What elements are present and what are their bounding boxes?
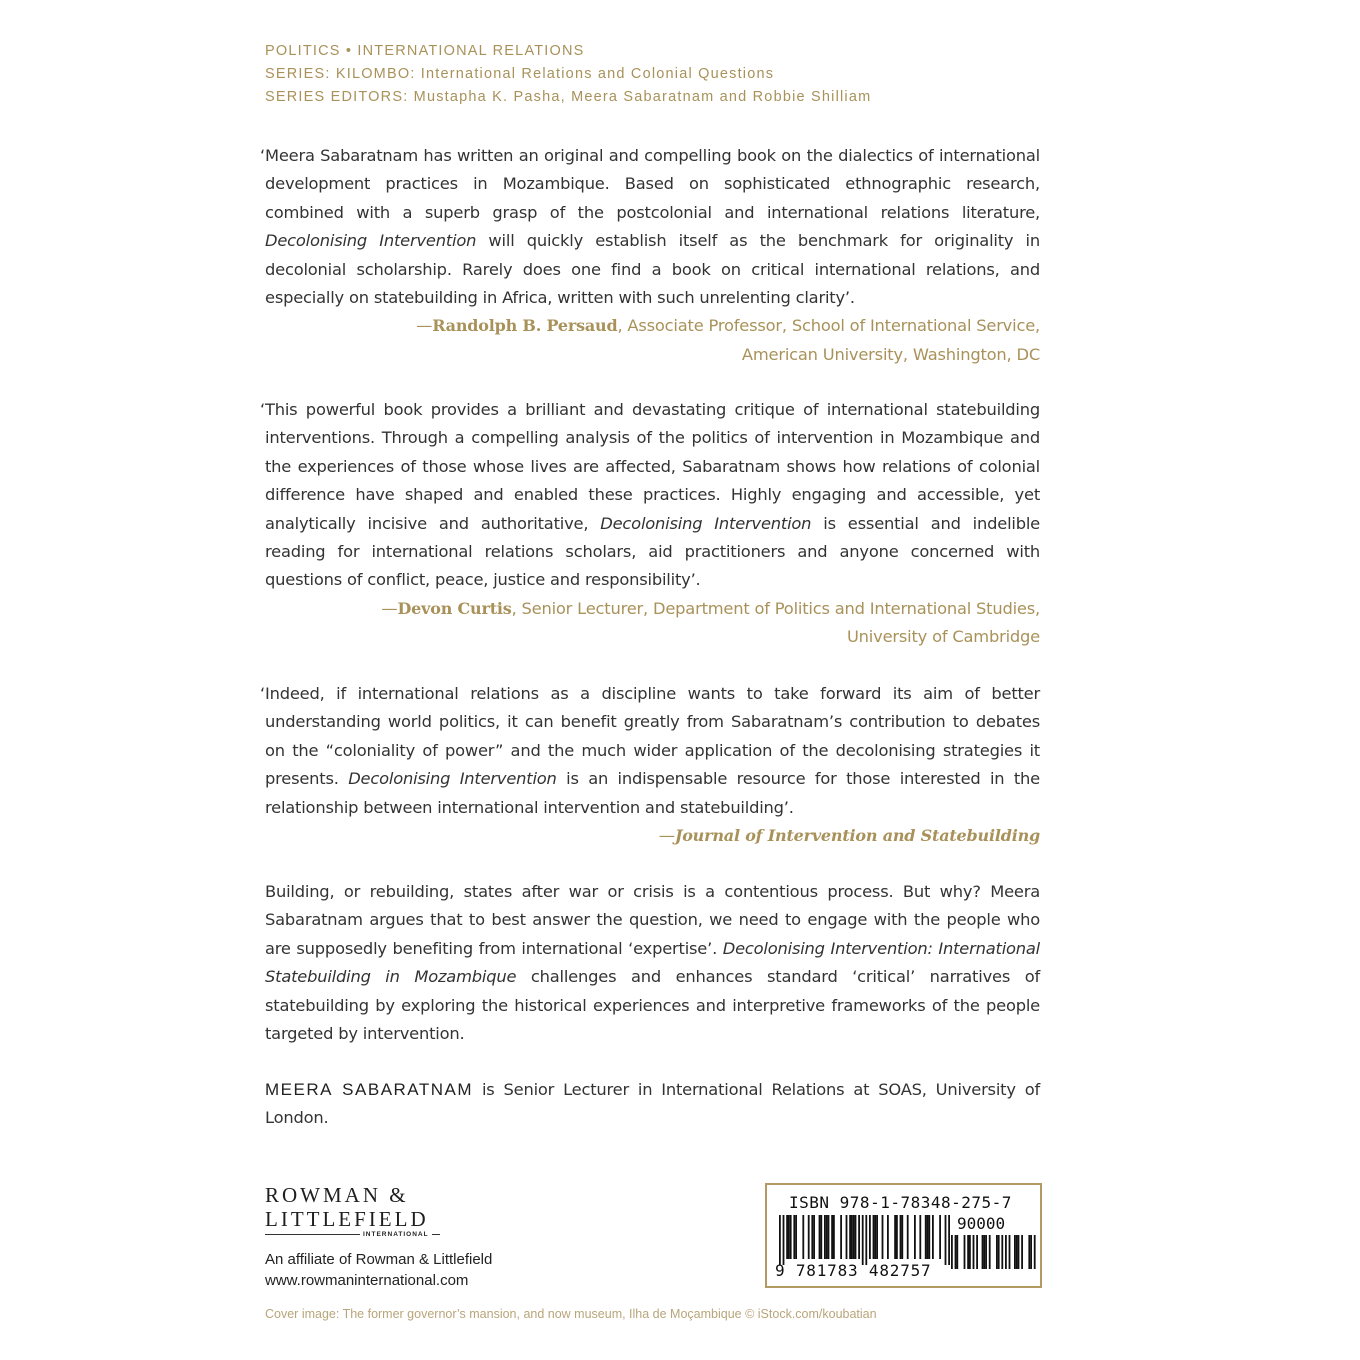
review-text: ‘Indeed, if international relations as a discipline wants to take forward its aim of better understanding world politics, it can benefit greatly from Sabaratnam’s contribution to debates on the “coloniality of power” and the much wider application of the decolonising strategies it presents. bbox=[260, 684, 1040, 789]
addon-bar bbox=[1030, 1235, 1032, 1269]
reviewer-affiliation: American University, Washington, DC bbox=[741, 344, 1040, 364]
barcode-bar bbox=[811, 1215, 813, 1259]
barcode-bar bbox=[831, 1215, 833, 1259]
ean13-bars bbox=[779, 1215, 950, 1265]
reviewer-affiliation: University of Cambridge bbox=[846, 627, 1040, 647]
barcode-bar bbox=[858, 1215, 860, 1259]
barcode-bar bbox=[786, 1215, 788, 1259]
publisher-website: www.rowmaninternational.com bbox=[265, 1272, 469, 1289]
barcode-bar bbox=[840, 1215, 842, 1259]
barcode-bar bbox=[882, 1215, 884, 1259]
barcode-bar bbox=[779, 1215, 781, 1265]
author-bio-text: is Senior Lecturer in International Relations at SOAS, University of London. bbox=[265, 1080, 1040, 1128]
barcode-bar bbox=[945, 1215, 947, 1265]
barcode-bar bbox=[873, 1215, 875, 1259]
publisher-affiliate: An affiliate of Rowman & Littlefield bbox=[265, 1251, 493, 1268]
barcode-bar bbox=[783, 1215, 785, 1265]
barcode-bar bbox=[849, 1215, 851, 1259]
author-bio-paragraph bbox=[265, 1076, 1040, 1133]
publisher-logo-international: INTERNATIONAL bbox=[360, 1231, 432, 1238]
series-editors-line: SERIES EDITORS: Mustapha K. Pasha, Meera Sabaratnam and Robbie Shilliam bbox=[265, 89, 872, 105]
series-header bbox=[265, 40, 871, 109]
addon-bar bbox=[982, 1235, 984, 1269]
barcode-bar bbox=[851, 1215, 853, 1259]
book-title-italic: Decolonising Intervention bbox=[600, 513, 812, 533]
addon-bar bbox=[1034, 1235, 1036, 1269]
subject-line: POLITICS • INTERNATIONAL RELATIONS bbox=[265, 43, 585, 59]
addon-bar bbox=[1016, 1235, 1018, 1269]
review-text: is essential and indelible reading for international relations scholars, aid practitioners and anyone concerned with questions of conflict, peace, justice and responsibility’. bbox=[265, 513, 1040, 590]
publisher-logo-line2: LITTLEFIELD bbox=[265, 1207, 429, 1231]
barcode-bar bbox=[865, 1215, 867, 1265]
review-journal bbox=[260, 680, 1040, 850]
barcode-digits: 9 781783 482757 bbox=[775, 1261, 932, 1280]
publisher-logo-rule bbox=[265, 1231, 440, 1238]
addon-bar bbox=[983, 1235, 985, 1269]
author-bio bbox=[265, 1076, 1040, 1133]
description-text: challenges and enhances standard ‘critical’ narratives of statebuilding by exploring the historical experiences and interpretive frameworks of the people targeted by intervention. bbox=[265, 967, 1040, 1044]
barcode-bar bbox=[901, 1215, 903, 1259]
barcode-bar bbox=[925, 1215, 927, 1259]
barcode-bar bbox=[793, 1215, 795, 1259]
addon-bar bbox=[996, 1235, 998, 1269]
reviewer-affiliation: , Associate Professor, School of International Service, bbox=[617, 316, 1040, 336]
addon-bar bbox=[967, 1235, 969, 1269]
barcode-bar bbox=[874, 1215, 876, 1259]
review-text: ‘This powerful book provides a brilliant and devastating critique of international statebuilding interventions. Through a compelling analysis of the politics of intervention in Mozambique and the experiences of those whose lives are affected, Sabaratnam shows how relations of colonial difference have shaped and enabled these practices. Highly engaging and accessible, yet analytically incisive and authoritative, bbox=[260, 400, 1040, 533]
review-text: is an indispensable resource for those interested in the relationship between international intervention and statebuilding’. bbox=[265, 769, 1040, 817]
barcode-bar bbox=[808, 1215, 810, 1259]
addon-bar bbox=[1005, 1235, 1007, 1269]
addon-bar bbox=[1021, 1235, 1023, 1269]
barcode-bar bbox=[914, 1215, 916, 1259]
barcode-bar bbox=[907, 1215, 909, 1259]
book-title-italic: Decolonising Intervention: International Statebuilding in Mozambique bbox=[265, 938, 1040, 987]
barcode-bar bbox=[828, 1215, 830, 1259]
isbn-barcode bbox=[765, 1183, 1042, 1288]
reviewer-name: Devon Curtis bbox=[397, 598, 512, 618]
addon-bar bbox=[955, 1235, 957, 1269]
review-quote bbox=[260, 142, 1040, 312]
barcode-bar bbox=[819, 1215, 821, 1259]
barcode-bar bbox=[853, 1215, 855, 1259]
review-text: will quickly establish itself as the benchmark for originality in decolonial scholarship. Rarely does one find a book on critical international relations, and especially on statebuilding in Africa, written with such unrelenting clarity’. bbox=[265, 231, 1040, 308]
description-paragraph bbox=[265, 878, 1040, 1048]
barcode-bar bbox=[876, 1215, 878, 1259]
review-quote bbox=[260, 680, 1040, 822]
author-name: MEERA SABARATNAM bbox=[265, 1080, 474, 1099]
addon-bar bbox=[1009, 1235, 1011, 1269]
barcode-bar bbox=[869, 1215, 871, 1259]
attribution-dash: — bbox=[658, 826, 675, 846]
reviewer-affiliation: , Senior Lecturer, Department of Politics and International Studies, bbox=[511, 598, 1040, 618]
review-attribution bbox=[265, 822, 1040, 850]
publisher-logo-line1: ROWMAN & bbox=[265, 1183, 409, 1207]
journal-name: Journal of Intervention and Statebuilding bbox=[674, 826, 1040, 846]
addon-bar bbox=[1018, 1235, 1020, 1269]
addon-bar bbox=[964, 1235, 966, 1269]
cover-image-credit: Cover image: The former governor’s mansion, and now museum, Ilha de Moçambique © iStock.com/koubatian bbox=[265, 1307, 877, 1321]
barcode-bar bbox=[855, 1215, 857, 1259]
review-curtis bbox=[260, 396, 1040, 652]
book-title-italic: Decolonising Intervention bbox=[348, 769, 557, 789]
attribution-dash: — bbox=[416, 316, 433, 336]
addon-bar bbox=[1001, 1235, 1003, 1269]
barcode-bar bbox=[919, 1215, 921, 1259]
addon-bar bbox=[951, 1235, 953, 1269]
barcode-bar bbox=[887, 1215, 889, 1259]
barcode-bar bbox=[813, 1215, 815, 1259]
addon-bar bbox=[1028, 1235, 1030, 1269]
review-quote bbox=[260, 396, 1040, 595]
addon-bar bbox=[989, 1235, 991, 1269]
addon-bar bbox=[1014, 1235, 1016, 1269]
barcode-bar bbox=[948, 1215, 950, 1265]
reviewer-name: Randolph B. Persaud bbox=[432, 316, 618, 336]
barcode-bar bbox=[862, 1215, 864, 1265]
series-line: SERIES: KILOMBO: International Relations and Colonial Questions bbox=[265, 66, 775, 82]
barcode-bar bbox=[802, 1215, 804, 1259]
description-text: Building, or rebuilding, states after war or crisis is a contentious process. But why? Meera Sabaratnam argues that to best answer the question, we need to engage with the people who are supposedly benefiting from international ‘expertise’. bbox=[265, 882, 1040, 958]
barcode-bar bbox=[932, 1215, 934, 1259]
publisher-info bbox=[265, 1249, 492, 1291]
barcode-bar bbox=[795, 1215, 797, 1259]
barcode-bar bbox=[820, 1215, 822, 1259]
book-description bbox=[265, 878, 1040, 1048]
book-title-italic: Decolonising Intervention bbox=[265, 231, 477, 251]
review-persaud bbox=[260, 142, 1040, 369]
barcode-bar bbox=[900, 1215, 902, 1259]
barcode-bar bbox=[927, 1215, 929, 1259]
barcode-bar bbox=[833, 1215, 835, 1259]
barcode-bar bbox=[928, 1215, 930, 1259]
review-attribution bbox=[265, 312, 1040, 369]
barcode-bar bbox=[846, 1215, 848, 1259]
review-attribution bbox=[265, 595, 1040, 652]
attribution-dash: — bbox=[381, 598, 398, 618]
isbn-number: ISBN 978-1-78348-275-7 bbox=[789, 1193, 1012, 1212]
barcode-bar bbox=[826, 1215, 828, 1259]
addon-bar bbox=[985, 1235, 987, 1269]
barcode-bar bbox=[939, 1215, 941, 1259]
addon-bar bbox=[976, 1235, 978, 1269]
barcode-bar bbox=[894, 1215, 896, 1259]
barcode-bar bbox=[896, 1215, 898, 1259]
barcode-bar bbox=[824, 1215, 826, 1259]
addon-bar bbox=[956, 1235, 958, 1269]
review-text: ‘Meera Sabaratnam has written an original and compelling book on the dialectics of international development practices in Mozambique. Based on sophisticated ethnographic research, combined with a superb grasp of the postcolonial and international relations literature, bbox=[260, 146, 1040, 222]
barcode-bar bbox=[790, 1215, 792, 1259]
addon-bars bbox=[951, 1235, 1036, 1269]
publisher-logo bbox=[265, 1183, 440, 1238]
barcode-bar bbox=[788, 1215, 790, 1259]
addon-bar bbox=[998, 1235, 1000, 1269]
addon-bar bbox=[969, 1235, 971, 1269]
addon-bar bbox=[973, 1235, 975, 1269]
price-code: 90000 bbox=[957, 1214, 1006, 1233]
